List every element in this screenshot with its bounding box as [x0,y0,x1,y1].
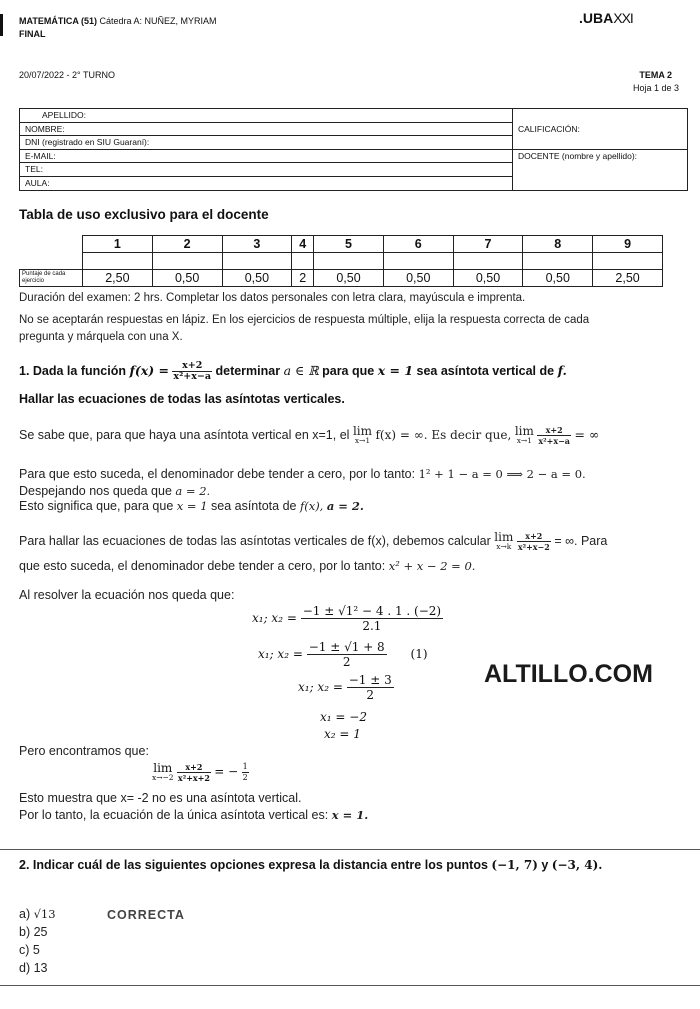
lim-sub: x→k [496,541,512,551]
score-value: 0,50 [383,270,453,287]
date-shift: 20/07/2022 - 2° TURNO [19,70,115,80]
eq-num: −1 ± √1 + 8 [308,640,385,654]
q1-f: f. [557,362,567,378]
frac-den: x²+x−a [173,371,211,382]
q1-mid: determinar [215,363,281,378]
q1-in-r: a ∈ ℝ [283,362,319,378]
frac-num: x+2 [177,762,211,773]
eq-num: −1 ± √1² − 4 . 1 . (−2) [302,604,442,618]
logo-suffix: XXI [613,10,633,26]
q1-para6 [19,559,475,573]
quadratic-step-3 [298,673,394,702]
p1-b: f(x) = ∞. Es decir que, [375,427,512,442]
option-value: √13 [33,907,56,921]
q1-lead: 1. Dada la función [19,363,126,378]
course-header [19,16,217,26]
eq-lhs: x₁; x₂ = [252,611,297,625]
p1-c: = ∞ [574,426,600,442]
p2-eq: 1² + 1 − a = 0 ⟹ 2 − a = 0. [418,467,586,481]
frac-num: x+2 [172,361,212,372]
quadratic-step-2 [258,640,428,669]
p4-fx: f(x), [299,499,324,513]
q2-point1: (−1, 7) [491,858,538,872]
q1-para2 [19,467,586,481]
eq-num: −1 ± 3 [348,673,392,687]
q1-para4 [19,499,364,513]
score-table [19,235,663,287]
q2-option-d[interactable] [19,961,48,975]
lim-word: lim [352,423,372,438]
lim-sub: x→1 [354,435,371,445]
option-letter: d) [19,961,31,975]
score-value: 2,50 [83,270,153,287]
q1-para10 [19,808,368,822]
score-value: 0,50 [523,270,593,287]
option-letter: b) [19,925,31,939]
option-letter: c) [19,943,30,957]
q2-statement [19,855,679,875]
q2-option-c[interactable] [19,943,40,957]
frac-den: x²+x+2 [177,773,210,783]
score-blank-cell[interactable] [523,253,593,270]
q1-fx: f(x) = [129,362,169,378]
q1-tail: sea asíntota vertical de [416,363,555,378]
frac-num: x+2 [517,531,551,542]
eq-fraction [307,640,387,669]
score-col-header: 9 [593,236,663,253]
score-col-header: 6 [383,236,453,253]
frac-den: x²+x−a [538,436,570,446]
score-blank-cell[interactable] [152,253,222,270]
section-divider [0,985,700,986]
uba-logo [579,10,633,26]
score-blank-cell[interactable] [222,253,292,270]
frac-den: x²+x−2 [517,542,550,552]
p10-text: Por lo tanto, la ecuación de la única asíntota vertical es: [19,808,329,822]
quadratic-step-1 [252,604,443,633]
score-value: 0,50 [453,270,523,287]
score-col-header: 3 [222,236,292,253]
half-fraction [242,762,249,783]
q2-y: y [541,858,549,872]
frac-den: 2 [242,773,248,782]
eq-lhs: x₁; x₂ = [298,680,343,694]
lim-word: lim [153,760,173,775]
p10-eq: x = 1. [331,808,369,822]
score-value: 2 [292,270,314,287]
frac-num: x+2 [537,425,571,436]
p3-text: Despejando nos queda que [19,484,172,498]
p5-text: Para hallar las ecuaciones de todas las asíntotas verticales de f(x), debemos calcular [19,533,491,548]
eq-lhs: x₁; x₂ = [258,647,303,661]
score-blank-cell[interactable] [292,253,314,270]
eq-fraction [301,604,443,633]
option-value: 25 [33,925,48,939]
q2-option-b[interactable] [19,925,48,939]
option-value: 5 [32,943,40,957]
score-col-header: 5 [314,236,384,253]
score-col-header: 8 [523,236,593,253]
p4-text: Esto significa que, para que [19,499,174,513]
q1-para3 [19,484,210,498]
score-col-header: 2 [152,236,222,253]
instruction-line: No se aceptarán respuestas en lápiz. En los ejercicios de respuesta múltiple, elija la respuesta correcta de cada [19,314,590,326]
p1-fraction [537,425,571,446]
limit-expr [352,423,372,445]
p6-text: que esto suceda, el denominador debe tender a cero, por lo tanto: [19,559,386,573]
score-col-header: 7 [453,236,523,253]
p4-text-b: sea asíntota de [211,499,297,513]
q2-text: 2. Indicar cuál de las siguientes opciones expresa la distancia entre los puntos [19,858,488,872]
q1-xeq1: x = 1 [377,362,414,378]
correct-label: CORRECTA [107,908,185,922]
score-blank-cell[interactable] [383,253,453,270]
logo-prefix: .UBA [579,10,614,26]
chair-name: Cátedra A: NUÑEZ, MYRIAM [99,16,217,26]
score-value: 2,50 [593,270,663,287]
option-value: 13 [33,961,48,975]
field-aula[interactable]: AULA: [20,176,513,190]
lim-sub: x→1 [516,435,532,445]
p2-text: Para que esto suceda, el denominador debe tender a cero, por lo tanto: [19,467,416,481]
margin-marker [0,14,3,36]
field-nombre[interactable]: NOMBRE: [20,122,513,136]
q1-para9: Esto muestra que x= -2 no es una asíntota vertical. [19,791,302,805]
root-x1: x₁ = −2 [320,710,367,724]
p4-eq: x = 1 [176,499,208,513]
score-table-title: Tabla de uso exclusivo para el docente [19,207,269,222]
p8-rhs: = − [214,764,239,779]
field-tel[interactable]: TEL: [20,163,513,177]
p1-a: Se sabe que, para que haya una asíntota vertical en x=1, el [19,427,350,442]
p8-fraction [177,762,211,783]
score-col-header: 1 [83,236,153,253]
q1-subtitle: Hallar las ecuaciones de todas las asíntotas verticales. [19,392,345,406]
eq-den: 2 [342,655,351,669]
grade-label[interactable]: CALIFICACIÓN: [513,109,688,150]
limit-expr [514,423,534,445]
p6-eq: x² + x − 2 = 0. [388,559,476,573]
root-x2: x₂ = 1 [324,727,361,741]
limit-expr [152,760,174,782]
p3-eq: a = 2. [175,484,211,498]
exam-type: FINAL [19,29,46,39]
course-name: MATEMÁTICA (51) [19,16,97,26]
q2-point2: (−3, 4). [551,858,603,872]
eq-den: 2.1 [362,619,382,633]
lim-sub: x→−2 [152,772,174,782]
q1-para1 [19,425,599,446]
score-row-label: Puntaje de cada ejercicio [20,270,83,287]
score-blank-cell[interactable] [314,253,384,270]
altillo-watermark: ALTILLO.COM [484,660,653,688]
field-apellido[interactable]: APELLIDO: [20,109,513,123]
section-divider [0,849,700,850]
score-col-header: 4 [292,236,314,253]
q1-para5 [19,531,607,552]
tema-label: TEMA 2 [639,70,672,80]
q1-para8: Pero encontramos que: [19,744,149,758]
option-letter: a) [19,907,31,921]
limit-expr [494,529,514,551]
eq-den: 2 [366,688,375,702]
eq-tag: (1) [410,647,428,661]
p5-fraction [517,531,551,552]
lim-word: lim [494,529,514,544]
field-email[interactable]: E-MAIL: [20,149,513,163]
q1-mid2: para que [322,363,375,378]
limit-minus2 [152,762,249,783]
p5-text-b: = ∞. Para [554,533,608,548]
student-form [19,108,688,191]
field-dni[interactable]: DNI (registrado en SIU Guaraní): [20,136,513,150]
score-blank-cell[interactable] [83,253,153,270]
score-value: 0,50 [314,270,384,287]
eq-fraction [347,673,394,702]
score-blank-cell[interactable] [593,253,663,270]
p4-answer: a = 2. [326,499,364,513]
score-value: 0,50 [152,270,222,287]
page-indicator: Hoja 1 de 3 [632,83,679,93]
q2-option-a[interactable] [19,907,56,921]
instruction-line: pregunta y márquela con una X. [19,331,183,343]
instruction-line: Duración del examen: 2 hrs. Completar los datos personales con letra clara, mayúscula e imprenta. [19,292,526,304]
score-blank-cell[interactable] [453,253,523,270]
teacher-label[interactable]: DOCENTE (nombre y apellido): [513,149,688,190]
frac-num: 1 [242,762,248,771]
q1-statement [19,361,567,382]
score-value: 0,50 [222,270,292,287]
lim-word: lim [514,423,534,438]
q1-fraction [172,361,212,382]
q1-para7: Al resolver la ecuación nos queda que: [19,588,235,602]
